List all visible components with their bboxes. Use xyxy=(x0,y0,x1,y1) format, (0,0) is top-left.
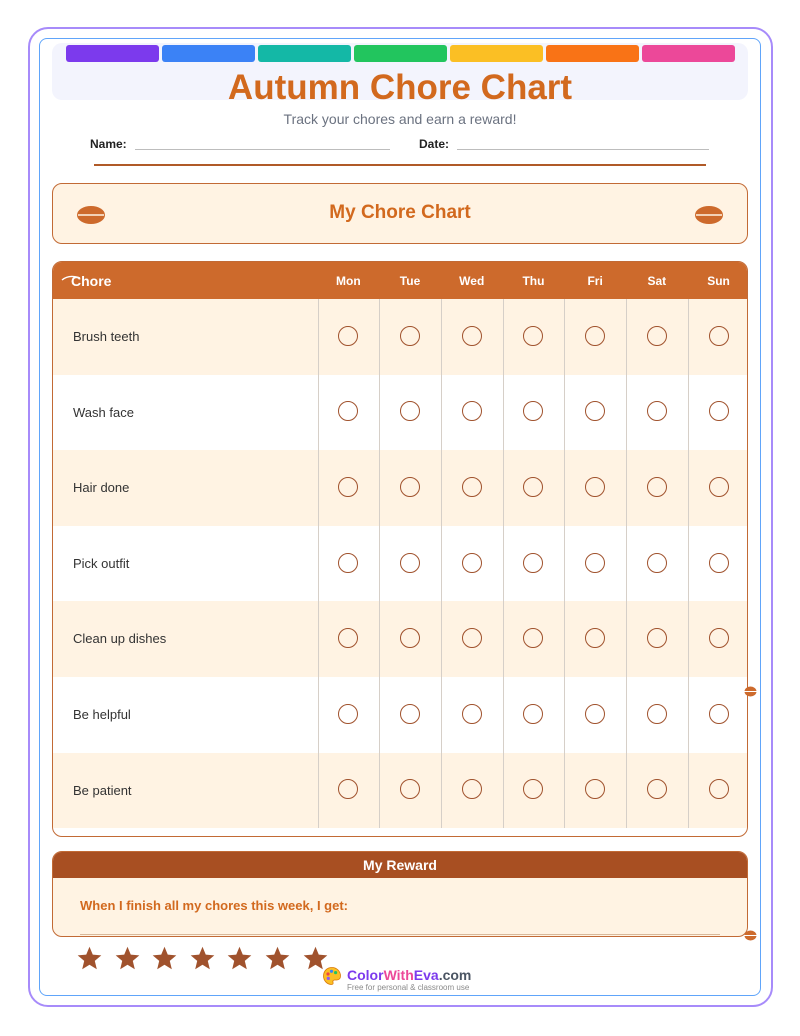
page-title: Autumn Chore Chart xyxy=(227,68,573,107)
star-icon xyxy=(226,945,253,972)
side-tab-icon xyxy=(744,930,757,941)
day-header-wed: Wed xyxy=(459,274,485,288)
checkbox-wed[interactable] xyxy=(462,779,482,799)
checkbox-mon[interactable] xyxy=(338,779,358,799)
checkbox-thu[interactable] xyxy=(523,401,543,421)
checkbox-thu[interactable] xyxy=(523,779,543,799)
checkbox-tue[interactable] xyxy=(400,704,420,724)
chore-name: Hair done xyxy=(73,480,130,496)
table-row xyxy=(53,677,747,753)
checkbox-wed[interactable] xyxy=(462,477,482,497)
checkbox-sun[interactable] xyxy=(709,553,729,573)
chore-name: Clean up dishes xyxy=(73,631,167,647)
checkbox-tue[interactable] xyxy=(400,326,420,346)
checkbox-sun[interactable] xyxy=(709,704,729,724)
side-tab-icon xyxy=(744,686,757,697)
chore-chart-banner xyxy=(52,183,748,244)
day-header-thu: Thu xyxy=(522,274,545,288)
checkbox-fri[interactable] xyxy=(585,326,605,346)
chore-table xyxy=(52,261,748,837)
checkbox-fri[interactable] xyxy=(585,477,605,497)
palette-icon xyxy=(322,966,342,986)
checkbox-fri[interactable] xyxy=(585,779,605,799)
checkbox-tue[interactable] xyxy=(400,553,420,573)
checkbox-tue[interactable] xyxy=(400,401,420,421)
table-row xyxy=(53,526,747,602)
checkbox-mon[interactable] xyxy=(338,477,358,497)
page-subtitle: Track your chores and earn a reward! xyxy=(283,111,517,127)
checkbox-sat[interactable] xyxy=(647,779,667,799)
checkbox-tue[interactable] xyxy=(400,477,420,497)
table-row xyxy=(53,299,747,375)
checkbox-thu[interactable] xyxy=(523,553,543,573)
chore-column-header: Chore xyxy=(71,273,112,289)
chore-name: Pick outfit xyxy=(73,555,130,571)
day-header-tue: Tue xyxy=(399,274,421,288)
checkbox-mon[interactable] xyxy=(338,326,358,346)
star-icon xyxy=(114,945,141,972)
checkbox-sat[interactable] xyxy=(647,401,667,421)
color-stripe xyxy=(66,45,159,62)
checkbox-sat[interactable] xyxy=(647,704,667,724)
checkbox-wed[interactable] xyxy=(462,401,482,421)
checkbox-mon[interactable] xyxy=(338,628,358,648)
checkbox-mon[interactable] xyxy=(338,401,358,421)
color-stripe xyxy=(450,45,543,62)
header-divider xyxy=(94,164,706,166)
checkbox-thu[interactable] xyxy=(523,477,543,497)
checkbox-wed[interactable] xyxy=(462,553,482,573)
date-field[interactable] xyxy=(457,149,709,150)
reward-title: My Reward xyxy=(53,852,747,878)
table-row xyxy=(53,601,747,677)
autumn-leaf-icon xyxy=(694,205,724,225)
column-divider xyxy=(564,299,565,828)
color-stripe xyxy=(642,45,735,62)
color-stripe xyxy=(354,45,447,62)
reward-box xyxy=(52,851,748,937)
checkbox-wed[interactable] xyxy=(462,326,482,346)
checkbox-sat[interactable] xyxy=(647,628,667,648)
column-divider xyxy=(503,299,504,828)
column-divider xyxy=(441,299,442,828)
reward-answer-field[interactable] xyxy=(80,934,720,935)
star-icon xyxy=(76,945,103,972)
checkbox-fri[interactable] xyxy=(585,704,605,724)
checkbox-sun[interactable] xyxy=(709,628,729,648)
checkbox-sat[interactable] xyxy=(647,553,667,573)
checkbox-fri[interactable] xyxy=(585,401,605,421)
chore-name: Wash face xyxy=(73,404,134,420)
day-header-sun: Sun xyxy=(707,274,730,288)
star-icon xyxy=(189,945,216,972)
reward-prompt: When I finish all my chores this week, I get: xyxy=(80,898,349,913)
color-stripe xyxy=(258,45,351,62)
name-field[interactable] xyxy=(135,149,390,150)
color-stripe xyxy=(546,45,639,62)
checkbox-wed[interactable] xyxy=(462,628,482,648)
table-row xyxy=(53,375,747,451)
column-divider xyxy=(626,299,627,828)
name-label: Name: xyxy=(90,137,127,151)
date-label: Date: xyxy=(419,137,450,151)
day-header-mon: Mon xyxy=(336,274,361,288)
chore-name: Be patient xyxy=(73,782,132,798)
checkbox-thu[interactable] xyxy=(523,628,543,648)
checkbox-wed[interactable] xyxy=(462,704,482,724)
checkbox-sat[interactable] xyxy=(647,477,667,497)
day-header-fri: Fri xyxy=(587,274,603,288)
chore-name: Brush teeth xyxy=(73,329,140,344)
table-header xyxy=(53,262,747,299)
checkbox-sun[interactable] xyxy=(709,477,729,497)
checkbox-sun[interactable] xyxy=(709,779,729,799)
chore-name: Be helpful xyxy=(73,707,131,722)
checkbox-sat[interactable] xyxy=(647,326,667,346)
color-stripe xyxy=(162,45,255,62)
checkbox-thu[interactable] xyxy=(523,704,543,724)
star-icon xyxy=(264,945,291,972)
checkbox-tue[interactable] xyxy=(400,779,420,799)
checkbox-mon[interactable] xyxy=(338,553,358,573)
column-divider xyxy=(688,299,689,828)
column-divider xyxy=(379,299,380,828)
column-divider xyxy=(318,299,319,828)
banner-title: My Chore Chart xyxy=(329,202,471,223)
checkbox-thu[interactable] xyxy=(523,326,543,346)
checkbox-mon[interactable] xyxy=(338,704,358,724)
checkbox-fri[interactable] xyxy=(585,628,605,648)
checkbox-tue[interactable] xyxy=(400,628,420,648)
star-icon xyxy=(151,945,178,972)
brand-name: ColorWithEva.com xyxy=(347,967,472,983)
day-header-sat: Sat xyxy=(647,274,667,288)
brand-tagline: Free for personal & classroom use xyxy=(347,983,470,992)
checkbox-sun[interactable] xyxy=(709,401,729,421)
table-row xyxy=(53,753,747,829)
table-row xyxy=(53,450,747,526)
checkbox-fri[interactable] xyxy=(585,553,605,573)
checkbox-sun[interactable] xyxy=(709,326,729,346)
